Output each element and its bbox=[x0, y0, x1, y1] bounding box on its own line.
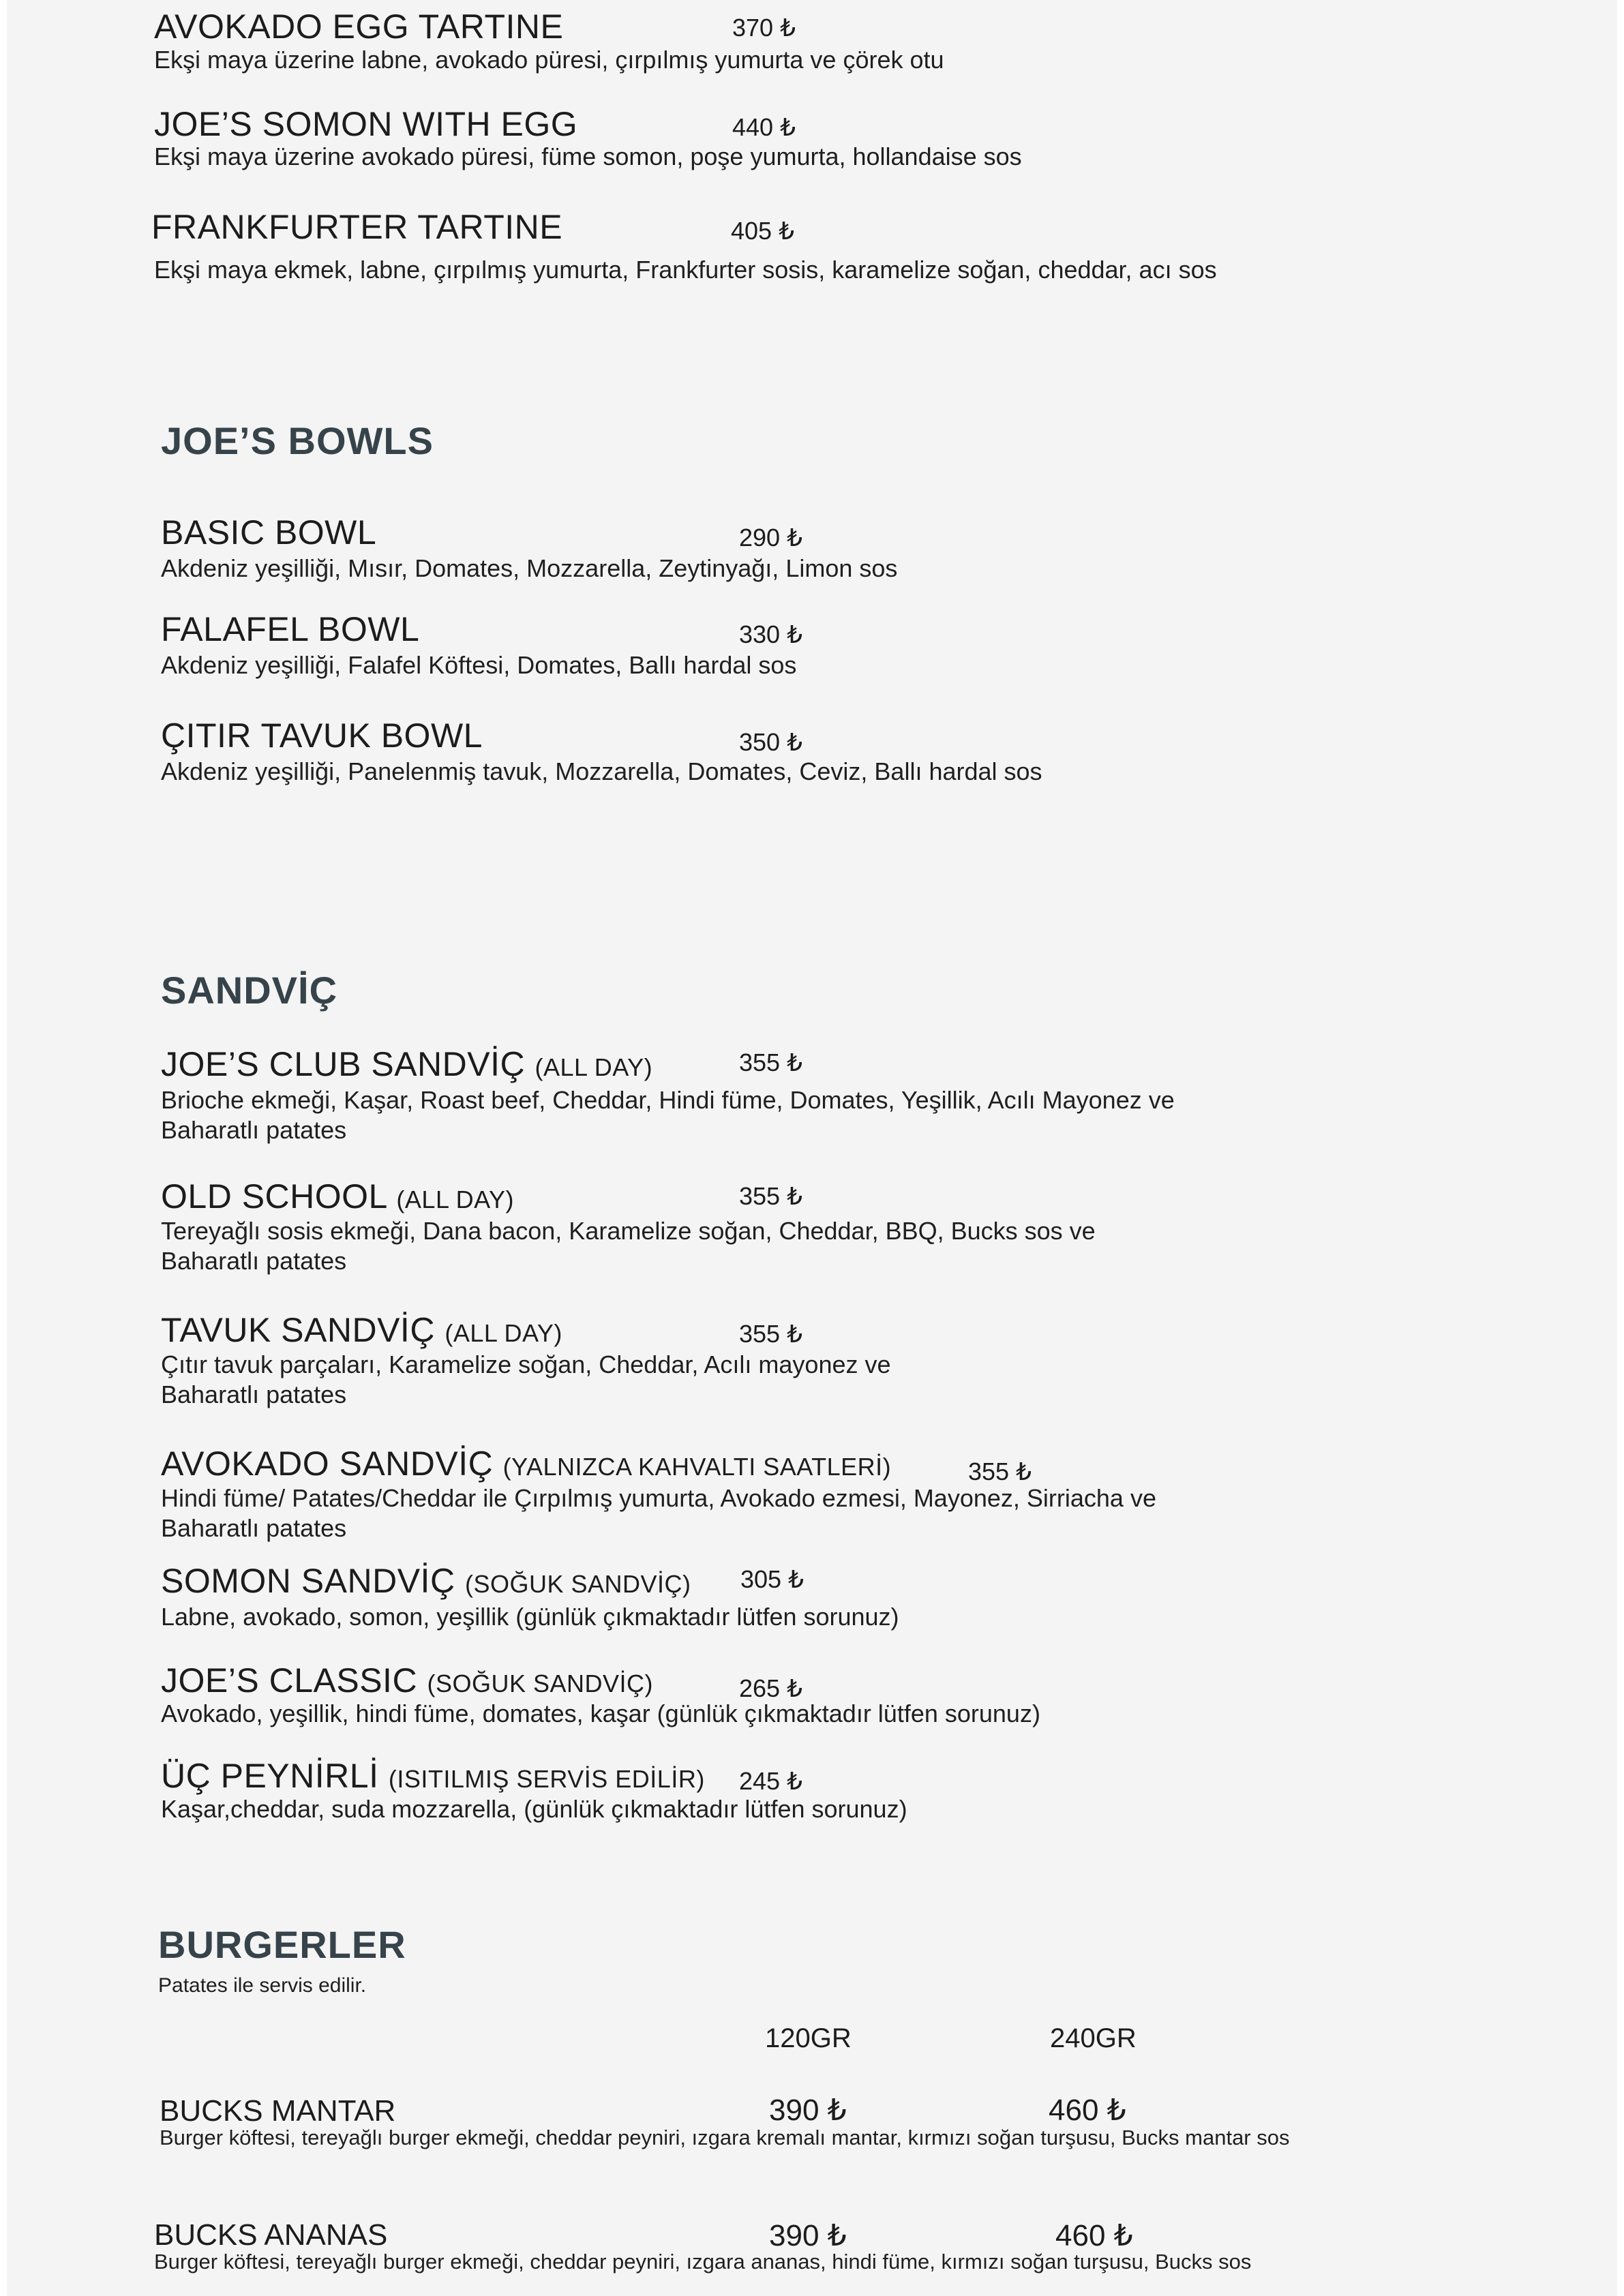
menu-item-price: 350 ₺ bbox=[739, 728, 802, 756]
menu-item-title: ÜÇ PEYNİRLİ bbox=[161, 1757, 379, 1795]
menu-item-name: BASIC BOWL bbox=[161, 513, 377, 552]
menu-item-description: Akdeniz yeşilliği, Falafel Köftesi, Domates, Ballı hardal sos bbox=[161, 651, 797, 679]
menu-item-note: (SOĞUK SANDVİÇ) bbox=[464, 1570, 691, 1598]
menu-item-price-240: 460 ₺ bbox=[1049, 2094, 1126, 2127]
menu-item-description: Avokado, yeşillik, hindi füme, domates, kaşar (günlük çıkmaktadır lütfen sorunuz) bbox=[161, 1700, 1040, 1727]
section-subnote: Patates ile servis edilir. bbox=[158, 1974, 367, 1997]
menu-item-description: Labne, avokado, somon, yeşillik (günlük çıkmaktadır lütfen sorunuz) bbox=[161, 1603, 899, 1631]
menu-item-description: Ekşi maya ekmek, labne, çırpılmış yumurta, Frankfurter sosis, karamelize soğan, cheddar, acı sos bbox=[154, 256, 1217, 284]
menu-item-note: (YALNIZCA KAHVALTI SAATLERİ) bbox=[502, 1453, 892, 1481]
menu-item-price: 305 ₺ bbox=[740, 1565, 804, 1593]
menu-item-name: JOE’S SOMON WITH EGG bbox=[154, 105, 578, 143]
section-heading-bowls: JOE’S BOWLS bbox=[161, 419, 434, 462]
menu-item-description: Kaşar,cheddar, suda mozzarella, (günlük çıkmaktadır lütfen sorunuz) bbox=[161, 1795, 907, 1823]
menu-item-note: (ALL DAY) bbox=[396, 1185, 514, 1213]
menu-item-title: JOE’S CLASSIC bbox=[161, 1661, 418, 1700]
section-heading-sandwiches: SANDVİÇ bbox=[161, 969, 338, 1012]
size-label-240: 240GR bbox=[1050, 2023, 1137, 2053]
menu-item-price: 370 ₺ bbox=[732, 14, 796, 42]
menu-item-name bbox=[161, 1756, 705, 1796]
menu-item-title: JOE’S CLUB SANDVİÇ bbox=[161, 1045, 526, 1083]
menu-item-description: Tereyağlı sosis ekmeği, Dana bacon, Karamelize soğan, Cheddar, BBQ, Bucks sos ve bbox=[161, 1217, 1096, 1245]
menu-item-note: (SOĞUK SANDVİÇ) bbox=[427, 1670, 654, 1697]
menu-item-description: Baharatlı patates bbox=[161, 1380, 347, 1408]
menu-item-name: BUCKS MANTAR bbox=[160, 2094, 396, 2128]
menu-item-price: 405 ₺ bbox=[731, 217, 794, 245]
size-label-120: 120GR bbox=[765, 2023, 852, 2053]
menu-item-name: BUCKS ANANAS bbox=[154, 2218, 388, 2252]
menu-item-description: Hindi füme/ Patates/Cheddar ile Çırpılmış yumurta, Avokado ezmesi, Mayonez, Sirriacha ve bbox=[161, 1484, 1156, 1512]
menu-item-price: 440 ₺ bbox=[732, 113, 796, 141]
menu-item-note: (ALL DAY) bbox=[535, 1053, 653, 1081]
menu-item-price: 330 ₺ bbox=[739, 620, 802, 648]
menu-item-name bbox=[161, 1044, 652, 1084]
menu-item-description: Ekşi maya üzerine labne, avokado püresi, çırpılmış yumurta ve çörek otu bbox=[154, 46, 944, 74]
menu-item-title: AVOKADO SANDVİÇ bbox=[161, 1445, 494, 1483]
menu-item-price: 290 ₺ bbox=[739, 524, 802, 552]
menu-item-description: Çıtır tavuk parçaları, Karamelize soğan, Cheddar, Acılı mayonez ve bbox=[161, 1350, 891, 1378]
menu-item-price-240: 460 ₺ bbox=[1055, 2219, 1133, 2252]
menu-item-price: 265 ₺ bbox=[739, 1674, 802, 1702]
menu-item-name: FRANKFURTER TARTINE bbox=[151, 208, 563, 246]
menu-item-price-120: 390 ₺ bbox=[769, 2094, 847, 2127]
menu-item-price-120: 390 ₺ bbox=[769, 2219, 847, 2252]
menu-item-description: Baharatlı patates bbox=[161, 1514, 347, 1542]
menu-item-description: Akdeniz yeşilliği, Mısır, Domates, Mozzarella, Zeytinyağı, Limon sos bbox=[161, 554, 898, 582]
menu-item-title: SOMON SANDVİÇ bbox=[161, 1562, 455, 1600]
menu-item-name bbox=[161, 1661, 653, 1700]
menu-page bbox=[7, 0, 1617, 2296]
menu-item-name bbox=[161, 1444, 891, 1483]
menu-item-price: 245 ₺ bbox=[739, 1767, 802, 1795]
menu-item-description: Ekşi maya üzerine avokado püresi, füme somon, poşe yumurta, hollandaise sos bbox=[154, 142, 1022, 170]
menu-item-description: Burger köftesi, tereyağlı burger ekmeği, cheddar peyniri, ızgara kremalı mantar, kırmızı soğan turşusu, Bucks mantar sos bbox=[160, 2126, 1290, 2149]
menu-item-name bbox=[161, 1177, 514, 1216]
menu-item-name bbox=[161, 1561, 691, 1601]
menu-item-description: Burger köftesi, tereyağlı burger ekmeği, cheddar peyniri, ızgara ananas, hindi füme, kırmızı soğan turşusu, Bucks sos bbox=[154, 2250, 1252, 2274]
menu-item-description: Akdeniz yeşilliği, Panelenmiş tavuk, Mozzarella, Domates, Ceviz, Ballı hardal sos bbox=[161, 757, 1042, 785]
menu-item-price: 355 ₺ bbox=[739, 1320, 802, 1348]
section-heading-burgers: BURGERLER bbox=[158, 1923, 406, 1966]
menu-item-note: (ALL DAY) bbox=[445, 1319, 562, 1347]
menu-item-price: 355 ₺ bbox=[968, 1457, 1032, 1485]
menu-item-name bbox=[161, 1310, 562, 1350]
menu-item-note: (ISITILMIŞ SERVİS EDİLİR) bbox=[388, 1765, 705, 1793]
menu-item-description: Brioche ekmeği, Kaşar, Roast beef, Cheddar, Hindi füme, Domates, Yeşillik, Acılı Mayonez ve bbox=[161, 1086, 1175, 1114]
menu-item-price: 355 ₺ bbox=[739, 1048, 802, 1076]
menu-item-name: AVOKADO EGG TARTINE bbox=[154, 7, 564, 46]
menu-item-description: Baharatlı patates bbox=[161, 1247, 347, 1275]
menu-item-description: Baharatlı patates bbox=[161, 1116, 347, 1144]
menu-item-price: 355 ₺ bbox=[739, 1182, 802, 1210]
menu-item-name: ÇITIR TAVUK BOWL bbox=[161, 716, 483, 755]
menu-item-title: OLD SCHOOL bbox=[161, 1177, 387, 1215]
menu-item-name: FALAFEL BOWL bbox=[161, 610, 420, 648]
menu-item-title: TAVUK SANDVİÇ bbox=[161, 1311, 435, 1349]
